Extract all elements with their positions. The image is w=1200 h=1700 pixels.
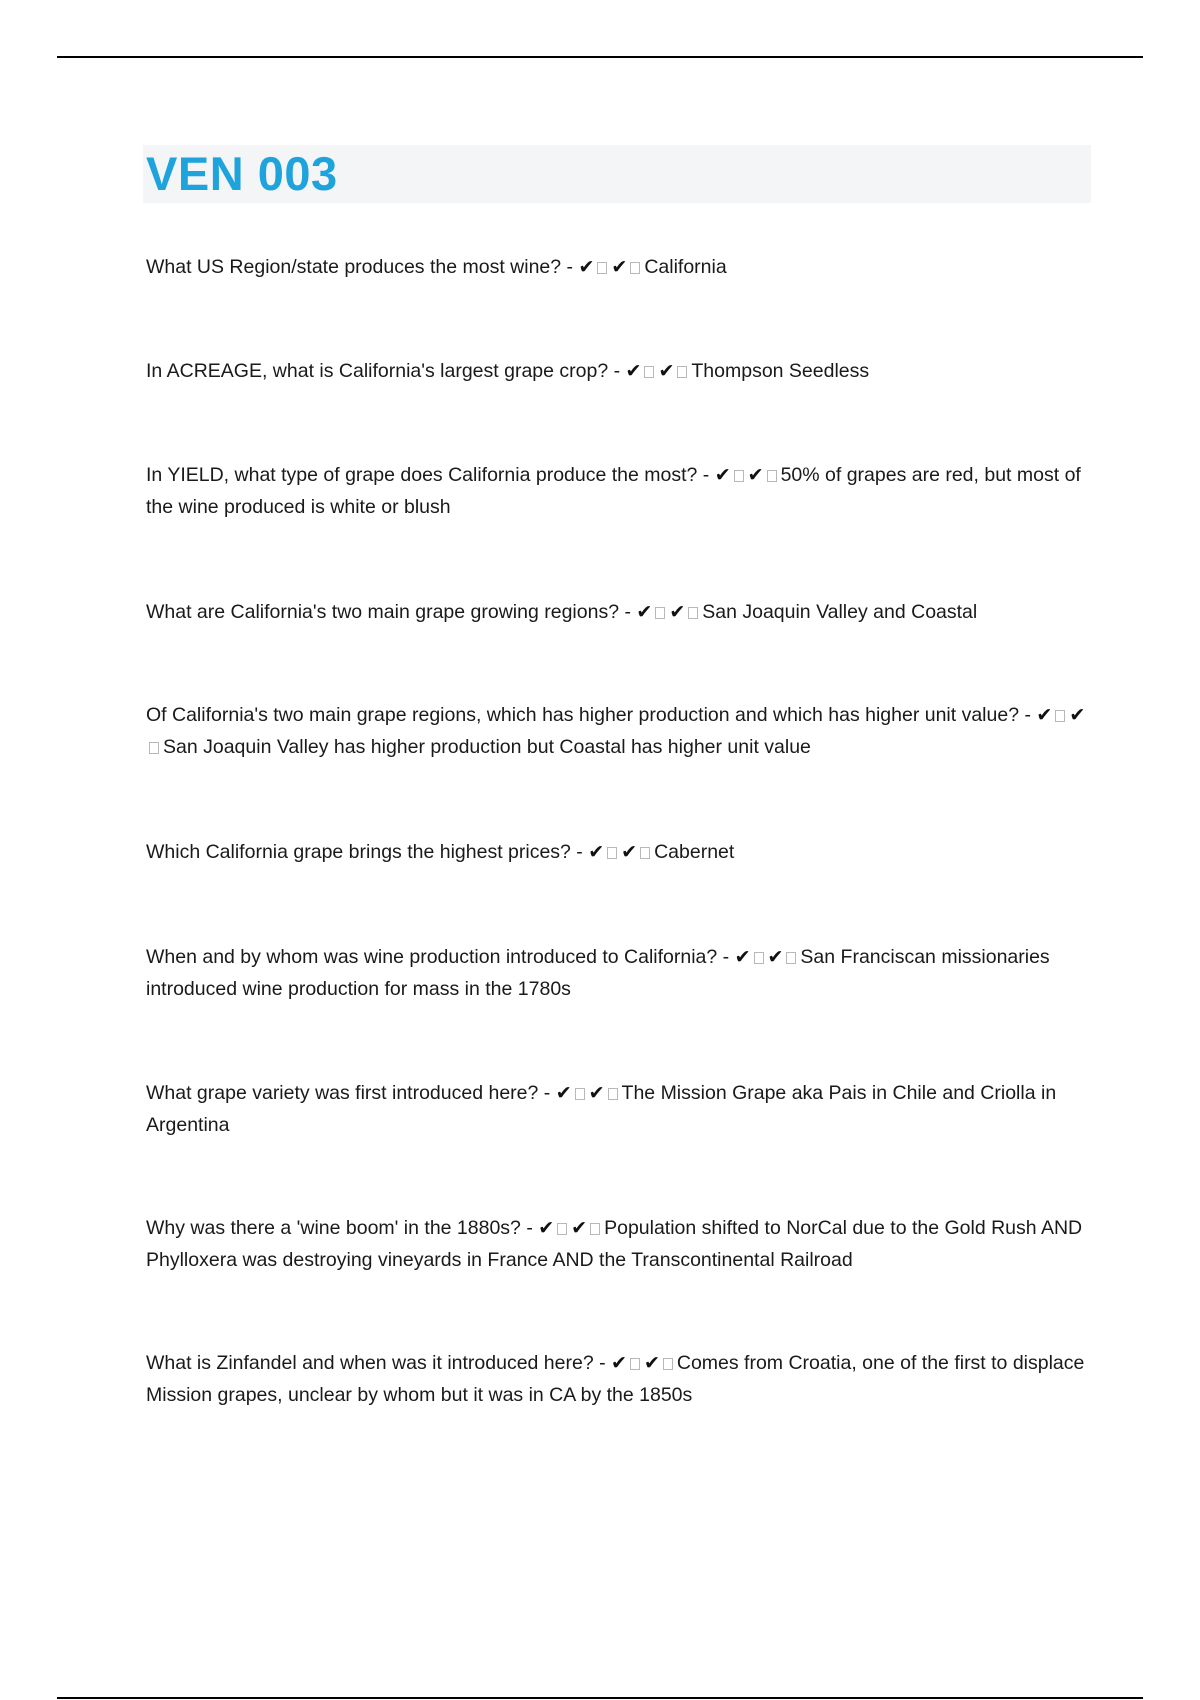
separator: -: [697, 464, 715, 486]
check-icon: ✔: [767, 946, 784, 968]
check-icon: ✔: [578, 256, 595, 278]
check-icon: ✔: [1036, 704, 1053, 726]
check-icon: ✔: [714, 464, 731, 486]
check-icon: ✔: [625, 360, 642, 382]
separator: -: [593, 1352, 612, 1374]
document-title: VEN 003: [146, 147, 338, 200]
box-icon: [149, 742, 159, 754]
box-icon: [607, 847, 617, 859]
box-icon: [688, 607, 698, 619]
box-icon: [608, 1088, 618, 1100]
check-icon: ✔: [643, 1352, 660, 1374]
box-icon: [644, 366, 654, 378]
answer-text: Thompson Seedless: [691, 360, 870, 382]
qa-item: [146, 1347, 1096, 1411]
check-icon: ✔: [1069, 704, 1086, 726]
question-text: Of California's two main grape regions, which has higher production and which has higher unit value?: [146, 704, 1020, 726]
qa-item: [146, 251, 1096, 283]
separator: -: [717, 946, 735, 968]
question-text: What is Zinfandel and when was it introduced here?: [146, 1352, 594, 1374]
bottom-rule: [57, 1697, 1143, 1699]
check-icon: ✔: [538, 1217, 555, 1239]
separator: -: [520, 1217, 539, 1239]
answer-text: The Mission Grape aka Pais in Chile and Criolla in Argentina: [146, 1082, 1057, 1136]
title-band: [143, 145, 1091, 203]
question-text: What grape variety was first introduced here?: [146, 1082, 539, 1104]
check-icon: ✔: [588, 841, 605, 863]
question-text: In YIELD, what type of grape does California produce the most?: [146, 464, 698, 486]
answer-text: 50% of grapes are red, but most of the wine produced is white or blush: [146, 464, 1081, 518]
answer-text: San Franciscan missionaries introduced wine production for mass in the 1780s: [146, 946, 1050, 1000]
question-text: What US Region/state produces the most wine?: [146, 256, 562, 278]
qa-item: [146, 355, 1096, 387]
answer-text: San Joaquin Valley and Coastal: [702, 601, 978, 623]
check-icon: ✔: [636, 601, 653, 623]
question-text: Why was there a 'wine boom' in the 1880s?: [146, 1217, 521, 1239]
qa-item: [146, 836, 1096, 868]
separator: -: [1019, 704, 1037, 726]
box-icon: [557, 1223, 567, 1235]
separator: -: [608, 360, 626, 382]
box-icon: [590, 1223, 600, 1235]
answer-text: Cabernet: [654, 841, 735, 863]
check-icon: ✔: [747, 464, 764, 486]
box-icon: [734, 470, 744, 482]
box-icon: [754, 952, 764, 964]
top-rule: [57, 56, 1143, 58]
box-icon: [575, 1088, 585, 1100]
answer-text: California: [644, 256, 727, 278]
qa-item: [146, 459, 1096, 523]
check-icon: ✔: [588, 1082, 605, 1104]
check-icon: ✔: [658, 360, 675, 382]
answer-text: Population shifted to NorCal due to the Gold Rush AND Phylloxera was destroying vineyards in France AND the Transcontinental Railroad: [146, 1217, 1083, 1271]
check-icon: ✔: [669, 601, 686, 623]
box-icon: [786, 952, 796, 964]
box-icon: [663, 1358, 673, 1370]
qa-item: [146, 1077, 1096, 1141]
separator: -: [570, 841, 589, 863]
qa-item: [146, 596, 1096, 628]
box-icon: [1055, 710, 1065, 722]
box-icon: [677, 366, 687, 378]
check-icon: ✔: [734, 946, 751, 968]
check-icon: ✔: [571, 1217, 588, 1239]
answer-text: Comes from Croatia, one of the first to displace Mission grapes, unclear by whom but it was in CA by the 1850s: [146, 1352, 1085, 1406]
qa-item: [146, 941, 1096, 1005]
box-icon: [630, 1358, 640, 1370]
box-icon: [597, 262, 607, 274]
separator: -: [619, 601, 637, 623]
box-icon: [767, 470, 777, 482]
question-text: What are California's two main grape growing regions?: [146, 601, 620, 623]
separator: -: [561, 256, 579, 278]
check-icon: ✔: [555, 1082, 572, 1104]
box-icon: [655, 607, 665, 619]
separator: -: [538, 1082, 556, 1104]
check-icon: ✔: [611, 256, 628, 278]
question-text: In ACREAGE, what is California's largest grape crop?: [146, 360, 609, 382]
box-icon: [630, 262, 640, 274]
qa-item: [146, 1212, 1096, 1276]
answer-text: San Joaquin Valley has higher production but Coastal has higher unit value: [163, 736, 811, 758]
box-icon: [640, 847, 650, 859]
check-icon: ✔: [621, 841, 638, 863]
check-icon: ✔: [611, 1352, 627, 1374]
qa-item: [146, 699, 1096, 763]
question-text: When and by whom was wine production introduced to California?: [146, 946, 718, 968]
question-text: Which California grape brings the highest prices?: [146, 841, 571, 863]
